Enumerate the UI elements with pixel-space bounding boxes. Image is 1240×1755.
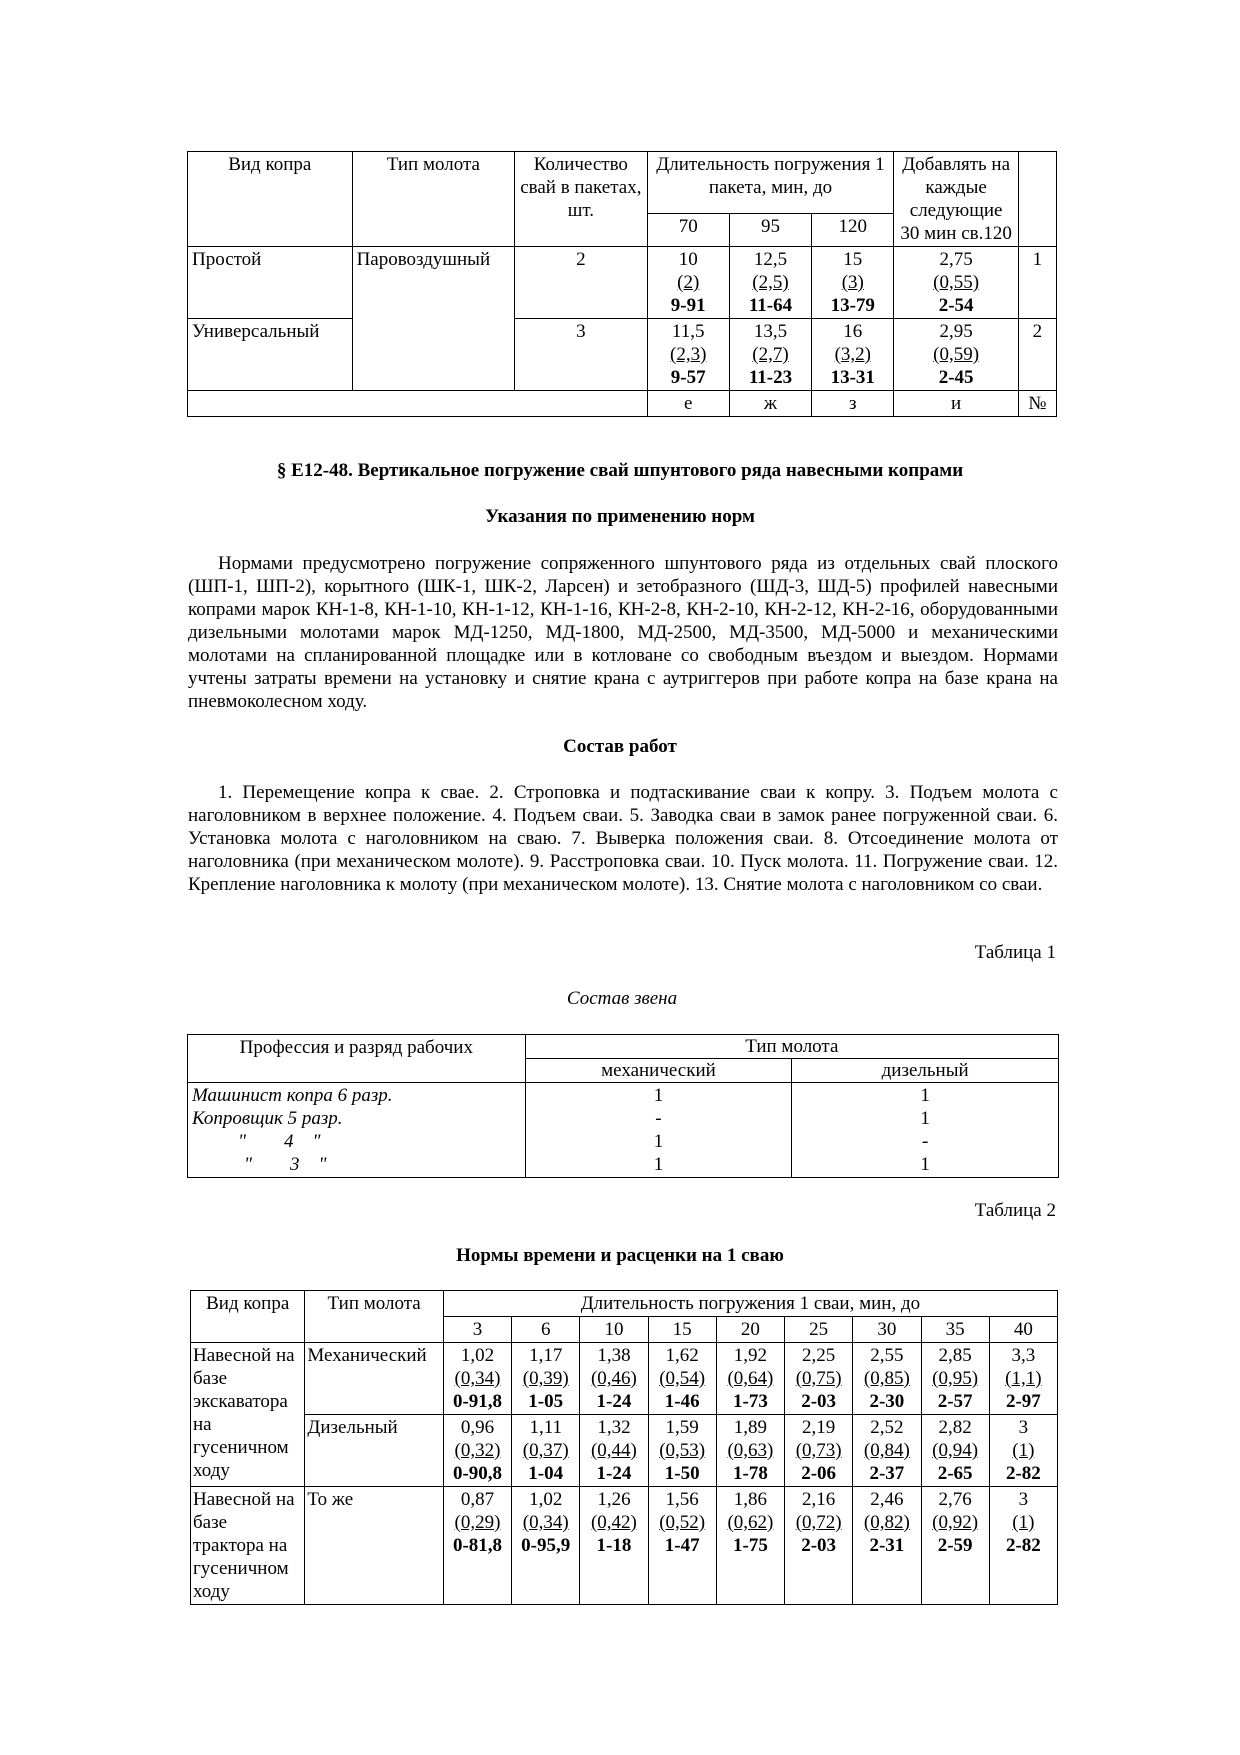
sub-header: 30 [853,1317,921,1343]
header-prof: Профессия и разряд рабочих [188,1035,526,1083]
value-cell: 13,5 (2,7) 11-23 [729,319,811,391]
value-cell: 1,02 (0,34) 0-95,9 [512,1487,580,1605]
letter-row [188,391,1057,417]
row-number: 2 [1018,319,1056,391]
value-cell: 15 (3) 13-79 [812,247,894,319]
sub-header: 10 [580,1317,648,1343]
tip-cell: Механический [305,1343,443,1415]
table-norms [190,1290,1058,1605]
sub-header: 120 [812,214,894,247]
guidance-title: Указания по применению норм [485,506,755,527]
value-cell: 2,95 (0,59) 2-45 [894,319,1018,391]
table1-label: Таблица 1 [974,942,1056,963]
column-letter: и [894,391,1018,417]
table-row [188,247,1057,319]
header-tip: Тип молота [525,1035,1058,1059]
header-add: Добавлять на каждые следующие 30 мин св.120 [894,152,1018,247]
section-title: § Е12-48. Вертикальное погружение свай шпунтового ряда навесными копрами [276,460,964,481]
value-cell: 2,55 (0,85) 2-30 [853,1343,921,1415]
value-cell: 3 (1) 2-82 [989,1487,1057,1605]
header-mech: механический [525,1059,792,1083]
sub-header: 25 [785,1317,853,1343]
value-cell: 3,3 (1,1) 2-97 [989,1343,1057,1415]
table-row [191,1415,1058,1487]
table-row [188,1083,1059,1178]
work-text: 1. Перемещение копра к свае. 2. Строповка и подтаскивание сваи к копру. 3. Подъем молота с наголовником в верхнее положение. 4. Подъем сваи. 5. Заводка сваи в замок ранее погруженной сваи. 6. Установка молота с наголовником на сваю. 7. Выверка положения сваи. 8. Отсоединение молота от наголовника (при механическом молоте). 9. Расстроповка сваи. 10. Пуск молота. 11. Погружение сваи. 12. Крепление наголовника к молоту (при механическом молоте). 13. Снятие молота с наголовником со сваи. [188,782,1058,895]
value-cell: 2,16 (0,72) 2-03 [785,1487,853,1605]
sub-header: 20 [716,1317,784,1343]
tip-cell: Дизельный [305,1415,443,1487]
table2-caption: Нормы времени и расценки на 1 сваю [456,1245,784,1266]
tip-cell: Паровоздушный [352,247,515,391]
value-cell: 2,82 (0,94) 2-65 [921,1415,989,1487]
header-diz: дизельный [792,1059,1059,1083]
kol-cell: 2 [515,247,647,319]
sub-header: 15 [648,1317,716,1343]
sub-header: 40 [989,1317,1057,1343]
mech-cell: 1 - 1 1 [525,1083,792,1178]
header-vid: Вид копра [191,1291,305,1343]
value-cell: 1,56 (0,52) 1-47 [648,1487,716,1605]
table2-label: Таблица 2 [974,1200,1056,1221]
header-tip: Тип молота [305,1291,443,1343]
table-pile-packets [187,151,1057,417]
column-letter: з [812,391,894,417]
value-cell: 2,25 (0,75) 2-03 [785,1343,853,1415]
column-letter: № [1018,391,1056,417]
value-cell: 1,02 (0,34) 0-91,8 [443,1343,511,1415]
work-title: Состав работ [563,736,677,757]
value-cell: 2,19 (0,73) 2-06 [785,1415,853,1487]
value-cell: 16 (3,2) 13-31 [812,319,894,391]
value-cell: 1,59 (0,53) 1-50 [648,1415,716,1487]
value-cell: 1,32 (0,44) 1-24 [580,1415,648,1487]
value-cell: 1,38 (0,46) 1-24 [580,1343,648,1415]
value-cell: 2,85 (0,95) 2-57 [921,1343,989,1415]
sub-header: 95 [729,214,811,247]
header-num [1018,152,1056,247]
header-dlit: Длительность погружения 1 пакета, мин, до [647,152,894,214]
header-dlit: Длительность погружения 1 сваи, мин, до [443,1291,1057,1317]
value-cell: 2,75 (0,55) 2-54 [894,247,1018,319]
vid-cell: Универсальный [188,319,353,391]
header-tip: Тип молота [352,152,515,247]
value-cell: 0,96 (0,32) 0-90,8 [443,1415,511,1487]
table1-caption: Состав звена [566,988,678,1009]
vid-cell: Навесной на базе трактора на гусеничном ходу [191,1487,305,1605]
value-cell: 1,17 (0,39) 1-05 [512,1343,580,1415]
tip-cell: То же [305,1487,443,1605]
sub-header: 6 [512,1317,580,1343]
value-cell: 1,26 (0,42) 1-18 [580,1487,648,1605]
table-row [191,1487,1058,1605]
value-cell: 1,89 (0,63) 1-78 [716,1415,784,1487]
table-crew [187,1034,1059,1178]
diz-cell: 1 1 - 1 [792,1083,1059,1178]
prof-cell: Машинист копра 6 разр. Копровщик 5 разр. " 4 " " 3 " [188,1083,526,1178]
vid-cell: Навесной на базе экскаватора на гусеничном ходу [191,1343,305,1487]
value-cell: 2,52 (0,84) 2-37 [853,1415,921,1487]
value-cell: 0,87 (0,29) 0-81,8 [443,1487,511,1605]
sub-header: 70 [647,214,729,247]
value-cell: 2,76 (0,92) 2-59 [921,1487,989,1605]
table-row [191,1343,1058,1415]
guidance-text: Нормами предусмотрено погружение сопряженного шпунтового ряда из отдельных свай плоского (ШП-1, ШП-2), корытного (ШК-1, ШК-2, Ларсен) и зетобразного (ШД-3, ШД-5) профилей навесными копрами марок КН-1-8, КН-1-10, КН-1-12, КН-1-16, КН-2-8, КН-2-10, КН-2-12, КН-2-16, оборудованными дизельными молотами марок МД-1250, МД-1800, МД-2500, МД-3500, МД-5000 и механическими молотами на спланированной площадке или в котловане со свободным въездом и выездом. Нормами учтены затраты времени на установку и снятие крана с аутриггеров при работе копра на базе крана на пневмоколесном ходу. [188,553,1058,712]
value-cell: 11,5 (2,3) 9-57 [647,319,729,391]
value-cell: 3 (1) 2-82 [989,1415,1057,1487]
sub-header: 3 [443,1317,511,1343]
table-row [188,319,1057,391]
value-cell: 1,86 (0,62) 1-75 [716,1487,784,1605]
value-cell: 1,62 (0,54) 1-46 [648,1343,716,1415]
value-cell: 12,5 (2,5) 11-64 [729,247,811,319]
vid-cell: Простой [188,247,353,319]
column-letter: е [647,391,729,417]
column-letter: ж [729,391,811,417]
value-cell: 2,46 (0,82) 2-31 [853,1487,921,1605]
header-vid: Вид копра [188,152,353,247]
value-cell: 1,92 (0,64) 1-73 [716,1343,784,1415]
row-number: 1 [1018,247,1056,319]
header-kol: Количество свай в пакетах, шт. [515,152,647,247]
sub-header: 35 [921,1317,989,1343]
value-cell: 10 (2) 9-91 [647,247,729,319]
kol-cell: 3 [515,319,647,391]
value-cell: 1,11 (0,37) 1-04 [512,1415,580,1487]
